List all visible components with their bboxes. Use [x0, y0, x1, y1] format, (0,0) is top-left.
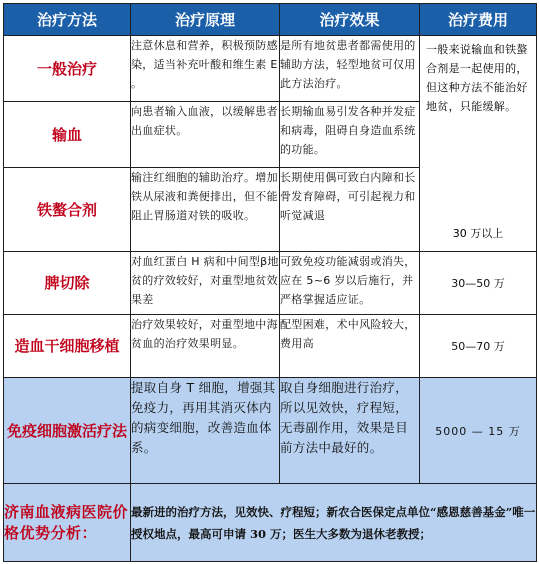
principle-chelation: 输注红细胞的辅助治疗。增加铁从尿液和粪便排出，但不能阻止胃肠道对铁的吸收。	[131, 168, 280, 252]
header-effect: 治疗效果	[280, 4, 420, 36]
footer-row	[4, 484, 537, 562]
principle-transfusion: 向患者输入血液，以缓解患者出血症状。	[131, 102, 280, 168]
cost-shared	[420, 36, 537, 252]
effect-general: 是所有地贫患者都需使用的辅助方法，轻型地贫可仅用此方法治疗。	[280, 36, 420, 102]
header-cost: 治疗费用	[420, 4, 537, 36]
table-row-highlight	[4, 378, 537, 484]
effect-stem-cell: 配型困难，术中风险较大，费用高	[280, 315, 420, 378]
cost-shared-value: 30 万以上	[452, 227, 504, 240]
footer-text: 最新进的治疗方法，见效快、疗程短；新农合医保定点单位“感恩慈善基金”唯一授权地点，最高可申请 30 万；医生大多数为退休老教授；	[131, 484, 537, 562]
cost-stem-cell: 50—70 万	[420, 315, 537, 378]
method-transfusion: 输血	[4, 102, 131, 168]
table-row	[4, 315, 537, 378]
effect-splenectomy: 可致免疫功能减弱或消失，应在 5~6 岁以后施行，并严格掌握适应证。	[280, 252, 420, 315]
effect-immune-cell: 取自身细胞进行治疗，所以见效快，疗程短，无毒副作用，效果是目前方法中最好的。	[280, 378, 420, 484]
method-chelation: 铁螯合剂	[4, 168, 131, 252]
principle-immune-cell: 提取自身 T 细胞，增强其免疫力，再用其消灭体内的病变细胞，改善造血体系。	[131, 378, 280, 484]
method-stem-cell: 造血干细胞移植	[4, 315, 131, 378]
table-row	[4, 252, 537, 315]
effect-transfusion: 长期输血易引发各种并发症和病毒，阻碍自身造血系统的功能。	[280, 102, 420, 168]
principle-stem-cell: 治疗效果较好，对重型地中海贫血的治疗效果明显。	[131, 315, 280, 378]
method-splenectomy: 脾切除	[4, 252, 131, 315]
header-principle: 治疗原理	[131, 4, 280, 36]
table-row	[4, 36, 537, 102]
method-immune-cell: 免疫细胞激活疗法	[4, 378, 131, 484]
cost-immune-cell: 5000 — 15 万	[420, 378, 537, 484]
cost-shared-note: 一般来说输血和铁螯合剂是一起使用的，但这种方法不能治好地贫，只能缓解。	[426, 43, 528, 113]
effect-chelation: 长期使用偶可致白内障和长骨发育障碍，可引起视力和听觉减退	[280, 168, 420, 252]
cost-splenectomy: 30—50 万	[420, 252, 537, 315]
method-general: 一般治疗	[4, 36, 131, 102]
treatment-table	[3, 3, 537, 562]
footer-label: 济南血液病医院价格优势分析：	[4, 484, 131, 562]
principle-general: 注意休息和营养，积极预防感染，适当补充叶酸和维生素 E 。	[131, 36, 280, 102]
principle-splenectomy: 对血红蛋白 H 病和中间型β地贫的疗效较好，对重型地贫效果差	[131, 252, 280, 315]
header-row	[4, 4, 537, 36]
header-method: 治疗方法	[4, 4, 131, 36]
